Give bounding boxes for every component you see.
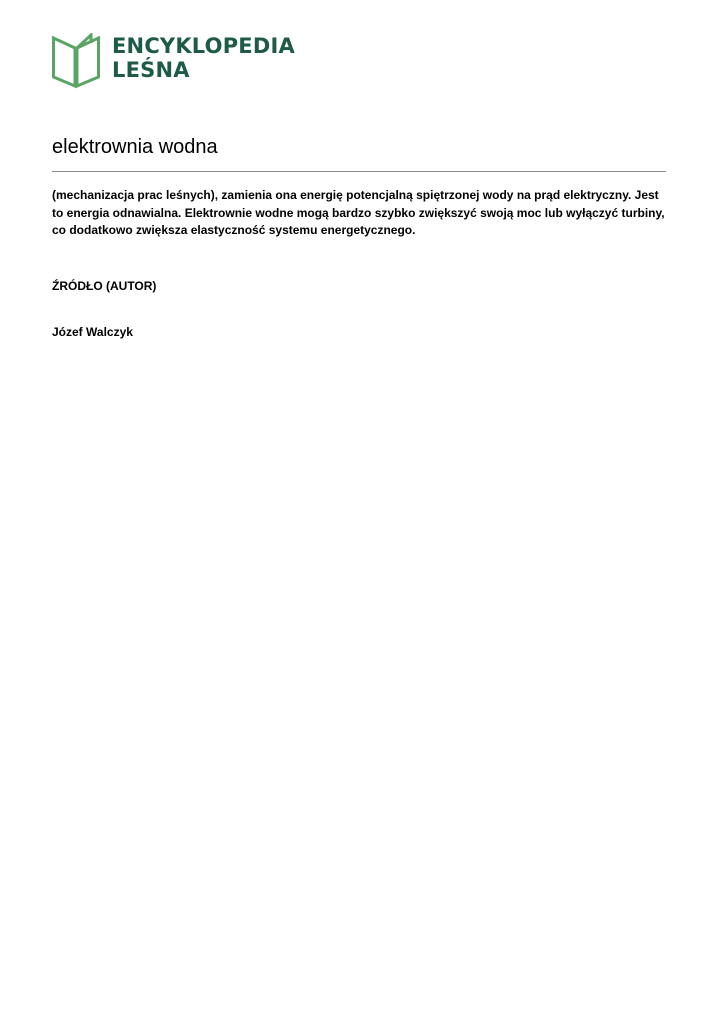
logo-line-2: LEŚNA — [112, 58, 190, 82]
title-divider — [52, 171, 666, 172]
source-heading: ŹRÓDŁO (AUTOR) — [52, 279, 157, 293]
article-body: (mechanizacja prac leśnych), zamienia ona energię potencjalną spiętrzonej wody na prąd elektryczny. Jest to energia odnawialna. Elektrownie wodne mogą bardzo szybko zwiększyć swoją moc lub wyłączyć turbiny, co dodatkowo zwiększa elastyczność systemu energetycznego. — [52, 188, 665, 237]
logo-wordmark — [112, 34, 295, 82]
site-logo — [52, 33, 295, 89]
page-title: elektrownia wodna — [52, 136, 218, 158]
author-name: Józef Walczyk — [52, 325, 133, 339]
open-book-icon — [52, 33, 100, 89]
logo-line-1: ENCYKLOPEDIA — [112, 34, 295, 58]
